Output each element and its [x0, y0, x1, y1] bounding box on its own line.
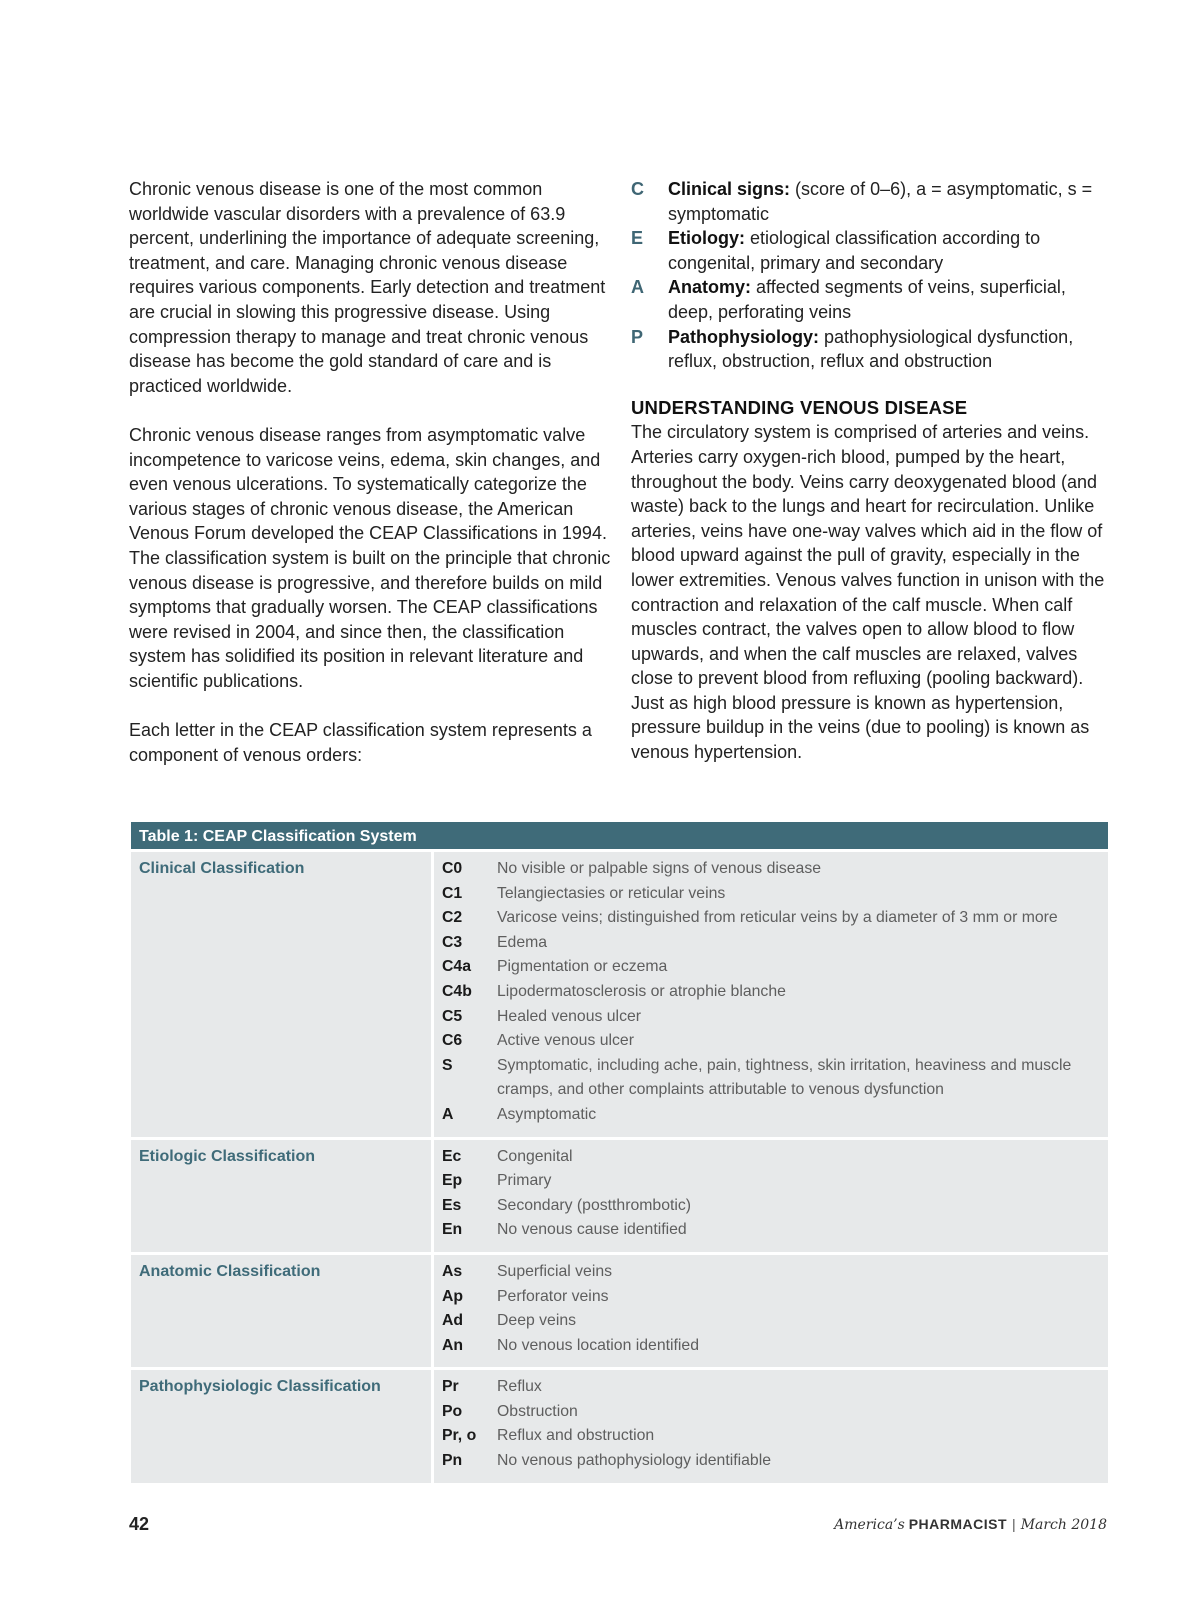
table-row: [442, 1029, 1100, 1054]
row-description: Deep veins: [497, 1312, 577, 1330]
row-code: Ec: [442, 1147, 462, 1165]
row-code: Ep: [442, 1172, 463, 1190]
row-code: C1: [442, 884, 463, 902]
ceap-description: [668, 226, 1111, 275]
row-description: Reflux: [497, 1378, 542, 1396]
row-code: Ap: [442, 1287, 464, 1305]
table-row: [442, 906, 1100, 931]
row-description: Asymptomatic: [497, 1105, 597, 1123]
row-description: No venous pathophysiology identifiable: [497, 1452, 772, 1470]
row-description: No venous location identified: [497, 1336, 699, 1354]
table-row: [442, 1054, 1100, 1103]
table-group-clinical: [131, 852, 1108, 1137]
row-description: Primary: [497, 1172, 552, 1190]
table-row: [442, 882, 1100, 907]
table-group-etiologic: [131, 1140, 1108, 1252]
row-description: Obstruction: [497, 1402, 578, 1420]
table-title: Table 1: CEAP Classification System: [131, 822, 1108, 849]
ceap-letter: P: [631, 326, 644, 347]
ceap-term: Pathophysiology:: [668, 326, 820, 347]
ceap-item-p: [631, 325, 1111, 374]
ceap-term: Etiology:: [668, 228, 745, 249]
row-description: Varicose veins; distinguished from reticular veins by a diameter of 3 mm or more: [497, 909, 1058, 927]
row-code: Es: [442, 1196, 462, 1214]
section-body: The circulatory system is comprised of arteries and veins. Arteries carry oxygen-rich blood, pumped by the heart, throughout the body. Veins carry deoxygenated blood (and waste) back to the lungs and heart for recirculation. Unlike arteries, veins have one-way valves which aid in the flow of blood upward against the pull of gravity, especially in the lower extremities. Venous valves function in unison with the contraction and relaxation of the calf muscle. When calf muscles contract, the valves open to allow blood to flow upwards, and when the calf muscles are relaxed, valves close to prevent blood from refluxing (pooling backward). Just as high blood pressure is known as hypertension, pressure buildup in the veins (due to pooling) is known as venous hypertension.: [631, 422, 1105, 763]
row-code: C2: [442, 909, 463, 927]
row-code: Pr, o: [442, 1427, 477, 1445]
row-description: Edema: [497, 933, 548, 951]
table-row: [442, 1400, 1100, 1425]
ceap-text: (score of 0–6), a = asymptomatic, s = symptomatic: [668, 179, 1093, 224]
footer-separator: |: [1012, 1516, 1016, 1532]
table-row: [442, 1260, 1100, 1285]
table-row: [442, 1424, 1100, 1449]
page-number: 42: [129, 1514, 150, 1534]
row-code: C4a: [442, 958, 471, 976]
table-row: [442, 931, 1100, 956]
table-row: [442, 1103, 1100, 1128]
table-row: [442, 1005, 1100, 1030]
ceap-item-a: [631, 275, 1111, 324]
row-code: C5: [442, 1007, 463, 1025]
table-row: [442, 980, 1100, 1005]
row-description: Reflux and obstruction: [497, 1427, 655, 1445]
table-row: [442, 1169, 1100, 1194]
left-column: [129, 177, 613, 792]
row-description: No venous cause identified: [497, 1221, 687, 1239]
row-code: As: [442, 1262, 463, 1280]
group-label: Anatomic Classification: [131, 1255, 431, 1367]
ceap-letter-list: [631, 177, 1111, 374]
row-code: C6: [442, 1032, 463, 1050]
row-code: Po: [442, 1402, 463, 1420]
row-description: Pigmentation or eczema: [497, 958, 668, 976]
row-description: Perforator veins: [497, 1287, 609, 1305]
row-description: Lipodermatosclerosis or atrophie blanche: [497, 982, 786, 1000]
ceap-item-c: [631, 177, 1111, 226]
ceap-text: etiological classification according to congenital, primary and secondary: [668, 228, 1041, 273]
group-label: Pathophysiologic Classification: [131, 1370, 431, 1482]
table-row: [442, 1375, 1100, 1400]
intro-paragraph: Chronic venous disease is one of the most common worldwide vascular disorders with a prevalence of 63.9 percent, underlining the importance of adequate screening, treatment, and care. Managing chronic venous disease requires various components. Early detection and treatment are crucial in slowing this progressive disease. Using compression therapy to manage and treat chronic venous disease has become the gold standard of care and is practiced worldwide.: [129, 179, 606, 396]
publication-prefix: America’s: [834, 1517, 905, 1533]
row-description: Telangiectasies or reticular veins: [497, 884, 726, 902]
ceap-description: [668, 325, 1111, 374]
ceap-term: Anatomy:: [668, 277, 752, 298]
row-description: Secondary (postthrombotic): [497, 1196, 692, 1214]
group-rows: [434, 1255, 1108, 1367]
row-code: A: [442, 1105, 454, 1123]
ceap-letter: A: [631, 277, 644, 298]
row-description: Active venous ulcer: [497, 1032, 634, 1050]
table-row: [442, 1285, 1100, 1310]
row-code: En: [442, 1221, 463, 1239]
ceap-item-e: [631, 226, 1111, 275]
publication-name: PHARMACIST: [908, 1516, 1008, 1532]
row-code: S: [442, 1056, 453, 1074]
table-row: [442, 1145, 1100, 1170]
section-heading: UNDERSTANDING VENOUS DISEASE: [631, 396, 968, 418]
table-row: [442, 857, 1100, 882]
group-rows: [434, 852, 1108, 1137]
publication-footer: [834, 1516, 1107, 1533]
row-code: C3: [442, 933, 463, 951]
right-column: [631, 177, 1111, 789]
table-row: [442, 1334, 1100, 1359]
row-code: Pr: [442, 1378, 459, 1396]
row-description: Superficial veins: [497, 1262, 613, 1280]
ceap-letter: E: [631, 228, 644, 249]
ceap-description: [668, 275, 1111, 324]
row-code: C4b: [442, 982, 472, 1000]
row-description: No visible or palpable signs of venous disease: [497, 860, 822, 877]
table-row: [442, 1449, 1100, 1474]
row-code: Ad: [442, 1312, 464, 1330]
row-code: Pn: [442, 1452, 463, 1470]
table-group-pathophysiologic: [131, 1370, 1108, 1482]
ceap-history-paragraph: Chronic venous disease ranges from asymptomatic valve incompetence to varicose veins, edema, skin changes, and even venous ulcerations. To systematically categorize the various stages of chronic venous disease, the American Venous Forum developed the CEAP Classifications in 1994. The classification system is built on the principle that chronic venous disease is progressive, and therefore builds on mild symptoms that gradually worsen. The CEAP classifications were revised in 2004, and since then, the classification system has solidified its position in relevant literature and scientific publications.: [129, 424, 611, 691]
group-label: Etiologic Classification: [131, 1140, 431, 1252]
row-code: An: [442, 1336, 464, 1354]
ceap-lead-in-paragraph: Each letter in the CEAP classification system represents a component of venous orders:: [129, 720, 592, 765]
group-rows: [434, 1370, 1108, 1482]
table-row: [442, 1309, 1100, 1334]
table-row: [442, 1218, 1100, 1243]
ceap-text: pathophysiological dysfunction, reflux, obstruction, reflux and obstruction: [668, 326, 1074, 372]
ceap-description: [668, 177, 1111, 226]
table-row: [442, 1194, 1100, 1219]
row-description: Congenital: [497, 1147, 573, 1165]
ceap-classification-table: [131, 822, 1108, 1486]
table-group-anatomic: [131, 1255, 1108, 1367]
row-description: Healed venous ulcer: [497, 1007, 642, 1025]
table-row: [442, 955, 1100, 980]
group-label: Clinical Classification: [131, 852, 431, 1137]
row-description: Symptomatic, including ache, pain, tightness, skin irritation, heaviness and muscle cramps, and other complaints attributable to venous dysfunction: [497, 1056, 1072, 1099]
ceap-letter: C: [631, 179, 644, 199]
group-rows: [434, 1140, 1108, 1252]
ceap-term: Clinical signs:: [668, 179, 791, 199]
row-code: C0: [442, 860, 463, 877]
issue-date: March 2018: [1020, 1517, 1107, 1533]
ceap-text: affected segments of veins, superficial, deep, perforating veins: [668, 277, 1066, 322]
